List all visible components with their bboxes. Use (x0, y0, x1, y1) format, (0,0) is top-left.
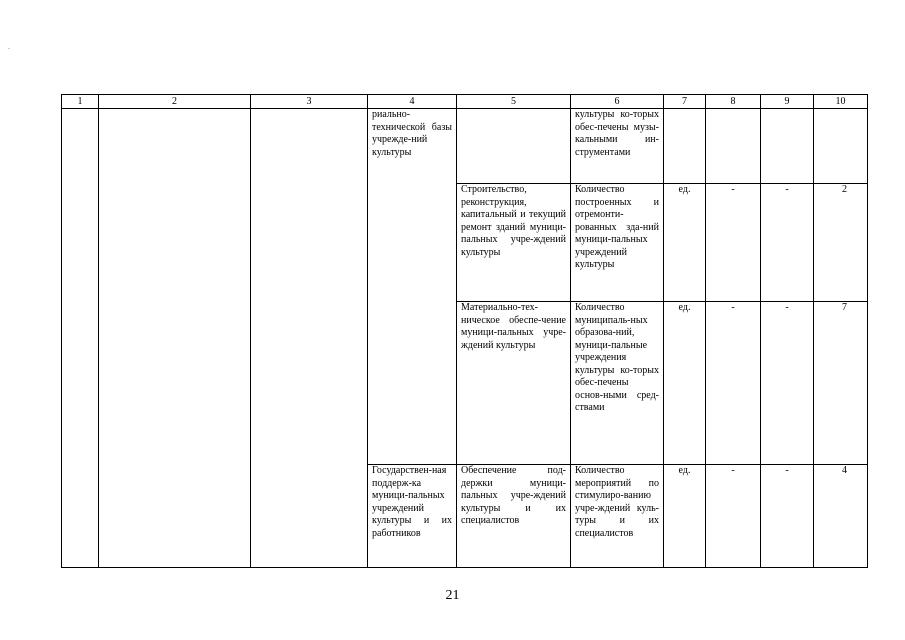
cell-value-8: - (706, 184, 761, 302)
cell-unit: ед. (664, 302, 706, 465)
cell-value-8: - (706, 302, 761, 465)
cell-value-10: 4 (814, 465, 868, 568)
cell-program-name: Государствен-ная поддерж-ка муници-пальных учреждений культуры и их работников (368, 465, 457, 568)
table-row (62, 109, 868, 184)
cell-program-name (368, 184, 457, 302)
column-header: 5 (457, 95, 571, 109)
cell-unit: ед. (664, 184, 706, 302)
column-header: 3 (251, 95, 368, 109)
cell-value-9: - (761, 184, 814, 302)
cell-event (457, 109, 571, 184)
cell-value-10: 2 (814, 184, 868, 302)
cell-value-9: - (761, 302, 814, 465)
cell-event: Обеспечение под-держки муници-пальных учре-ждений культуры и их специалистов (457, 465, 571, 568)
cell-value-10 (814, 109, 868, 184)
column-header: 10 (814, 95, 868, 109)
header-row (62, 95, 868, 109)
cell-indicator: Количество муниципаль-ных образова-ний, муници-пальные учреждения культуры ко-торых обес-печены основ-ными сред-ствами (571, 302, 664, 465)
cell-col1 (62, 109, 99, 568)
cell-col2 (99, 109, 251, 568)
cell-value-8 (706, 109, 761, 184)
cell-event: Строительство, реконструкция, капитальный и текущий ремонт зданий муници-пальных учре-ждений культуры (457, 184, 571, 302)
scan-speck (8, 48, 10, 49)
column-header: 2 (99, 95, 251, 109)
cell-event: Материально-тех-ническое обеспе-чение муници-пальных учре-ждений культуры (457, 302, 571, 465)
column-header: 7 (664, 95, 706, 109)
cell-indicator: Количество мероприятий по стимулиро-ванию учре-ждений куль-туры и их специалистов (571, 465, 664, 568)
column-header: 9 (761, 95, 814, 109)
cell-indicator: Количество построенных и отремонти-рованных зда-ний муници-пальных учреждений культуры (571, 184, 664, 302)
indicator-table (61, 94, 868, 568)
column-header: 4 (368, 95, 457, 109)
cell-value-8: - (706, 465, 761, 568)
cell-value-10: 7 (814, 302, 868, 465)
cell-unit: ед. (664, 465, 706, 568)
cell-value-9 (761, 109, 814, 184)
cell-program-name: риально-технической базы учрежде-ний культуры (368, 109, 457, 184)
page-number: 21 (445, 588, 460, 603)
column-header: 8 (706, 95, 761, 109)
cell-indicator: культуры ко-торых обес-печены музы-кальными ин-струментами (571, 109, 664, 184)
cell-unit (664, 109, 706, 184)
column-header: 6 (571, 95, 664, 109)
cell-col3 (251, 109, 368, 568)
cell-program-name (368, 302, 457, 465)
cell-value-9: - (761, 465, 814, 568)
column-header: 1 (62, 95, 99, 109)
